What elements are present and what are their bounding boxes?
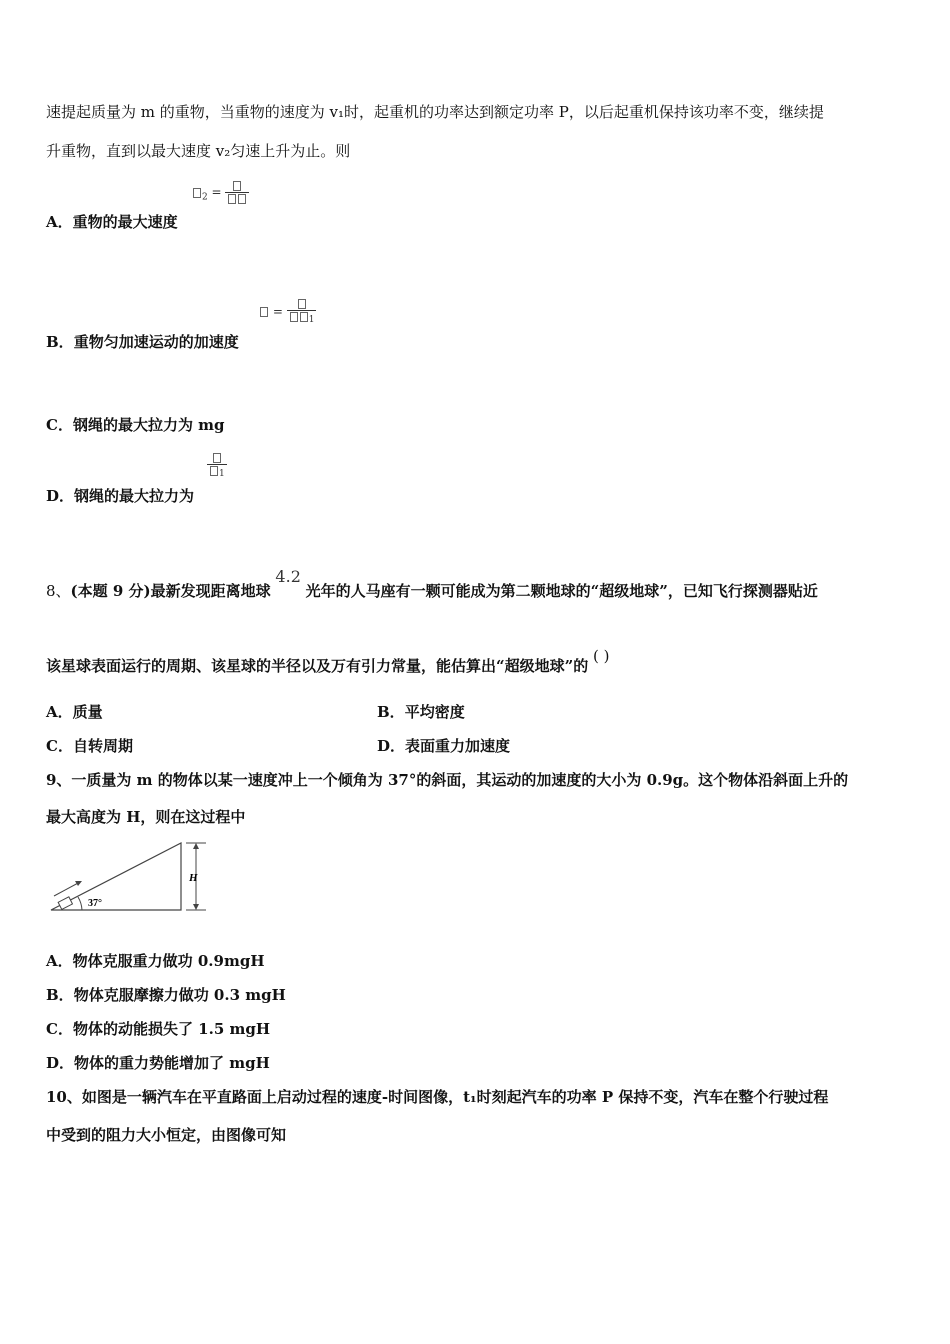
option-label: A． bbox=[46, 213, 73, 231]
q8-line2-text: 该星球表面运行的周期、该星球的半径以及万有引力常量，能估算出“超级地球”的 bbox=[46, 657, 589, 675]
q8-option-b[interactable] bbox=[377, 701, 465, 722]
q7-option-d[interactable] bbox=[46, 485, 194, 506]
velocity-arrow bbox=[54, 882, 80, 896]
option-text: 质量 bbox=[72, 703, 103, 721]
q8-answer-paren: ( ) bbox=[593, 647, 610, 665]
q7-option-a[interactable] bbox=[46, 211, 178, 232]
option-label: D． bbox=[46, 1054, 75, 1072]
arrow-right-icon bbox=[75, 881, 82, 886]
q7-formula-b: = 1 bbox=[259, 298, 316, 326]
q8-text-part2: 光年的人马座有一颗可能成为第二颗地球的“超级地球”，已知飞行探测器贴近 bbox=[305, 582, 818, 600]
q8-option-d[interactable] bbox=[377, 735, 510, 756]
q8-line1 bbox=[46, 567, 818, 601]
q8-line2 bbox=[46, 647, 610, 676]
q8-option-c[interactable] bbox=[46, 735, 133, 756]
option-text: 表面重力加速度 bbox=[405, 737, 511, 755]
placeholder-glyph-icon bbox=[228, 194, 236, 204]
q7-option-b[interactable] bbox=[46, 331, 239, 352]
placeholder-glyph-icon bbox=[193, 188, 201, 198]
option-text: 重物匀加速运动的加速度 bbox=[73, 333, 239, 351]
placeholder-glyph-icon bbox=[260, 307, 268, 317]
placeholder-glyph-icon bbox=[210, 466, 218, 476]
option-label: A． bbox=[46, 952, 73, 970]
q10-line2 bbox=[46, 1124, 286, 1145]
placeholder-glyph-icon bbox=[298, 299, 306, 309]
option-text: 物体的动能损失了 1.5 mgH bbox=[72, 1020, 271, 1038]
q10-line2-text: 中受到的阻力大小恒定，由图像可知 bbox=[46, 1126, 287, 1144]
option-label: B． bbox=[377, 703, 405, 721]
option-text: 物体克服重力做功 0.9mgH bbox=[72, 952, 265, 970]
q9-line1 bbox=[46, 769, 848, 790]
option-text: 物体克服摩擦力做功 0.3 mgH bbox=[73, 986, 286, 1004]
q8-text-part1: 最新发现距离地球 bbox=[150, 582, 271, 600]
q7-intro-line2: 升重物，直到以最大速度 v₂匀速上升为止。则 bbox=[46, 142, 351, 160]
q8-number: 8、 bbox=[46, 582, 71, 600]
q10-line1-text: 10、如图是一辆汽车在平直路面上启动过程的速度-时间图像，t₁时刻起汽车的功率 P 保持不变，汽车在整个行驶过程 bbox=[46, 1088, 829, 1106]
option-label: C． bbox=[46, 1020, 73, 1038]
option-label: C． bbox=[46, 737, 73, 755]
q8-score: (本题 9 分) bbox=[70, 582, 151, 600]
arrow-down-icon bbox=[193, 904, 199, 910]
option-label: A． bbox=[46, 703, 73, 721]
q8-option-a[interactable] bbox=[46, 701, 103, 722]
option-label: C． bbox=[46, 416, 73, 434]
q9-line1-text: 9、一质量为 m 的物体以某一速度冲上一个倾角为 37°的斜面，其运动的加速度的大小为 0.9g。这个物体沿斜面上升的 bbox=[46, 771, 849, 789]
q9-line2-text: 最大高度为 H，则在这过程中 bbox=[46, 808, 246, 826]
option-text: 平均密度 bbox=[404, 703, 465, 721]
placeholder-glyph-icon bbox=[213, 453, 221, 463]
option-label: D． bbox=[46, 487, 75, 505]
option-label: B． bbox=[46, 333, 74, 351]
q8-distance: 4.2 bbox=[275, 567, 301, 586]
option-text: 自转周期 bbox=[72, 737, 133, 755]
q7-intro-line1: 速提起质量为 m 的重物，当重物的速度为 v₁时，起重机的功率达到额定功率 P，以后起重机保持该功率不变，继续提 bbox=[46, 103, 824, 121]
q10-line1 bbox=[46, 1086, 828, 1107]
angle-arc bbox=[78, 897, 82, 910]
option-label: D． bbox=[377, 737, 406, 755]
option-text: 钢绳的最大拉力为 bbox=[74, 487, 195, 505]
q9-option-b[interactable] bbox=[46, 984, 286, 1005]
q9-line2 bbox=[46, 806, 245, 827]
arrow-up-icon bbox=[193, 843, 199, 849]
q9-option-a[interactable] bbox=[46, 950, 265, 971]
q7-formula-a: $_2$ = bbox=[192, 180, 249, 205]
option-text: 重物的最大速度 bbox=[72, 213, 178, 231]
block-icon bbox=[58, 897, 72, 910]
placeholder-glyph-icon bbox=[290, 312, 298, 322]
option-text: 钢绳的最大拉力为 mg bbox=[72, 416, 225, 434]
placeholder-glyph-icon bbox=[233, 181, 241, 191]
height-label: H bbox=[189, 872, 198, 884]
q7-option-c[interactable] bbox=[46, 414, 225, 435]
q9-option-c[interactable] bbox=[46, 1018, 270, 1039]
option-label: B． bbox=[46, 986, 74, 1004]
q7-formula-d: 1 bbox=[207, 452, 227, 480]
placeholder-glyph-icon bbox=[238, 194, 246, 204]
q9-option-d[interactable] bbox=[46, 1052, 270, 1073]
option-text: 物体的重力势能增加了 mgH bbox=[74, 1054, 270, 1072]
angle-label: 37° bbox=[88, 898, 102, 909]
placeholder-glyph-icon bbox=[300, 312, 308, 322]
q9-incline-figure bbox=[46, 840, 216, 918]
